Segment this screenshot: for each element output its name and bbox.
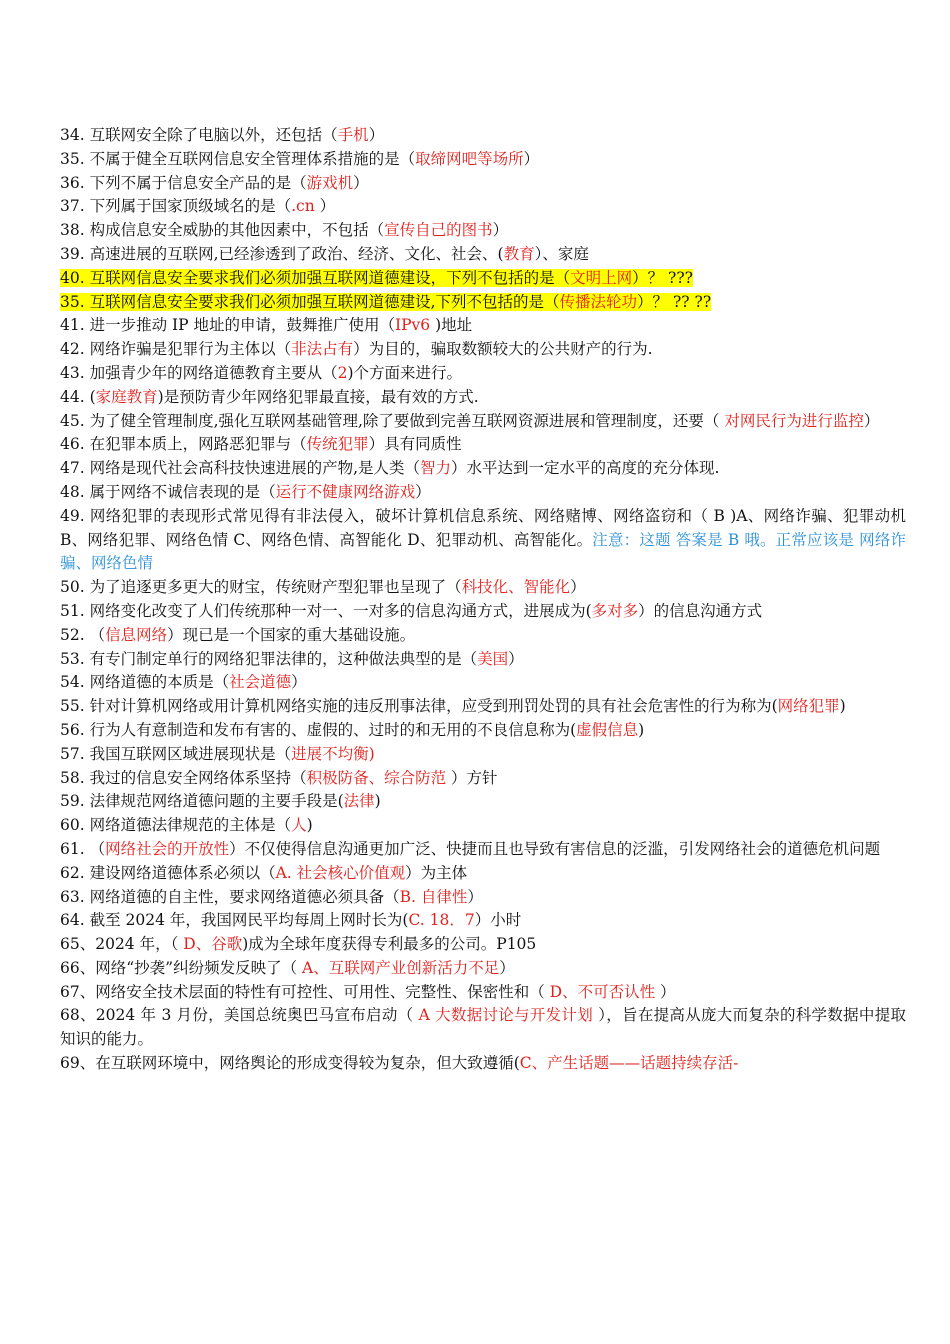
question-line (60, 505, 906, 576)
highlighted-text (60, 269, 693, 287)
answer-text: 宣传自己的图书 (384, 221, 493, 240)
question-text: ） (523, 149, 540, 168)
line-text (60, 1006, 906, 1048)
question-text: ） (291, 673, 307, 692)
question-text: ） (508, 649, 524, 668)
question-list (60, 124, 906, 1076)
answer-text: 虚假信息 (576, 720, 639, 739)
answer-text: A 大数据讨论与开发计划 (418, 1006, 593, 1025)
line-text (60, 174, 369, 192)
question-line (60, 338, 906, 362)
question-text: )个方面来进行。 (347, 363, 463, 382)
line-text (60, 911, 521, 929)
question-line (60, 243, 906, 267)
question-line (60, 433, 906, 457)
question-text: ）小时 (474, 911, 522, 930)
line-text (60, 721, 644, 739)
question-line (60, 124, 906, 148)
question-text: ） (863, 411, 880, 430)
line-text (60, 745, 375, 763)
question-text: ）具有同质性 (368, 435, 462, 454)
question-text: ）现已是一个国家的重大基础设施。 (167, 625, 416, 644)
question-text: 55. 针对计算机网络或用计算机网络实施的违反刑事法律，应受到刑罚处罚的具有社会危害性的行为称为( (60, 697, 778, 716)
question-line (60, 219, 906, 243)
question-text: 39. 高速进展的互联网,已经渗透到了政治、经济、文化、社会、( (60, 244, 504, 263)
answer-text: 积极防备、综合防范 (306, 768, 447, 787)
question-text: 58. 我过的信息安全网络体系坚持（ (60, 768, 307, 787)
line-text (60, 197, 335, 215)
line-text (60, 340, 653, 358)
question-line (60, 624, 906, 648)
question-text: ） (492, 221, 509, 240)
question-text: ）？ ??? (632, 268, 693, 287)
question-line (60, 314, 906, 338)
line-text (60, 983, 676, 1001)
question-line (60, 457, 906, 481)
answer-text: D、不可否认性 (549, 982, 656, 1001)
answer-text: C、产生话题——话题持续存活- (519, 1054, 739, 1073)
question-line (60, 386, 906, 410)
answer-text: 传播法轮功 (559, 292, 638, 311)
answer-text: IPv6 (395, 316, 431, 335)
question-line (60, 862, 906, 886)
question-text: ）、家庭 (534, 244, 589, 263)
question-text: 62. 建设网络道德体系必须以（ (60, 863, 276, 882)
question-text: 36. 下列不属于信息安全产品的是（ (60, 173, 307, 192)
answer-text: 网络社会的开放性 (105, 839, 230, 858)
line-text (60, 602, 762, 620)
question-text: ）为主体 (405, 863, 468, 882)
question-text: 63. 网络道德的自主性，要求网络道德必须具备（ (60, 887, 400, 906)
question-text: ） (499, 958, 515, 977)
question-text: ） (368, 126, 385, 144)
answer-text: 家庭教育 (95, 387, 158, 406)
question-line (60, 410, 906, 434)
question-line (60, 743, 906, 767)
question-text: 53. 有专门制定单行的网络犯罪法律的，这种做法典型的是（ (60, 649, 478, 668)
answer-text: C. 18．7 (408, 911, 475, 930)
answer-text: 2 (337, 363, 348, 382)
question-text: 35. 不属于健全互联网信息安全管理体系措施的是（ (60, 149, 416, 168)
question-text: ） (415, 482, 431, 501)
question-text: )是预防青少年网络犯罪最直接，最有效的方式. (157, 387, 479, 406)
question-text: 56. 行为人有意制造和发布有害的、虚假的、过时的和无用的不良信息称为( (60, 720, 577, 739)
line-text (60, 626, 415, 644)
answer-text: 对网民行为进行监控 (724, 411, 864, 430)
question-text: 64. 截至 2024 年，我国网民平均每周上网时长为( (60, 911, 409, 930)
answer-text: 游戏机 (306, 173, 354, 192)
answer-text: 法律 (343, 792, 375, 811)
line-text (60, 221, 508, 239)
question-line (60, 933, 906, 957)
question-line (60, 648, 906, 672)
question-text: ）方针 (446, 768, 498, 787)
line-text (60, 792, 381, 810)
line-text (60, 150, 539, 168)
question-text: ） (314, 197, 336, 216)
question-line (60, 671, 906, 695)
answer-text: 教育 (503, 244, 535, 263)
question-text: 50. 为了追逐更多更大的财宝，传统财产型犯罪也呈现了（ (60, 578, 462, 597)
line-text (60, 959, 515, 977)
question-text: 61. （ (60, 839, 106, 858)
question-text: ) (306, 816, 313, 835)
question-line (60, 838, 906, 862)
question-text: ） (570, 578, 586, 597)
question-text: 51. 网络变化改变了人们传统那种一对一、一对多的信息沟通方式，进展成为( (60, 601, 592, 620)
question-text: 59. 法律规范网络道德问题的主要手段是( (60, 792, 344, 811)
question-text: 69、在互联网环境中，网络舆论的形成变得较为复杂，但大致遵循( (60, 1054, 520, 1073)
question-line (60, 172, 906, 196)
question-text: 54. 网络道德的本质是（ (60, 673, 230, 692)
answer-text: 智力 (420, 459, 452, 478)
question-text: ) (638, 720, 645, 739)
line-text (60, 673, 307, 691)
question-line (60, 981, 906, 1005)
question-text: ） (353, 173, 369, 192)
question-line (60, 195, 906, 219)
question-text: ) (839, 697, 846, 716)
question-text: 40. 互联网信息安全要求我们必须加强互联网道德建设，下列不包括的是（ (60, 268, 571, 287)
question-text: 45. 为了健全管理制度,强化互联网基础管理,除了要做到完善互联网资源进展和管理制度，还要（ (60, 411, 725, 430)
question-text: 66、网络“抄袭”纠纷频发反映了（ (60, 958, 302, 977)
question-line (60, 576, 906, 600)
highlighted-text (60, 293, 711, 311)
question-text: 44. ( (60, 387, 96, 406)
question-text: ) (374, 792, 381, 811)
answer-text: 非法占有 (291, 340, 354, 359)
line-text (60, 435, 462, 453)
question-text: 65、2024 年，（ (60, 935, 184, 954)
question-line (60, 695, 906, 719)
question-text: 43. 加强青少年的网络道德教育主要从（ (60, 363, 338, 382)
line-text (60, 697, 846, 715)
answer-text: 科技化、智能化 (461, 578, 571, 597)
question-line (60, 600, 906, 624)
question-text: 46. 在犯罪本质上，网路恶犯罪与（ (60, 435, 307, 454)
answer-text: 进展不均衡) (291, 744, 375, 763)
question-text: 67、网络安全技术层面的特性有可控性、可用性、完整性、保密性和（ (60, 982, 550, 1001)
question-text: 48. 属于网络不诚信表现的是（ (60, 482, 276, 501)
question-text: 35. 互联网信息安全要求我们必须加强互联网道德建设,下列不包括的是（ (60, 292, 560, 311)
question-text: ），旨在提高从庞大而复杂的科学数据中提取知识的能力。 (60, 1006, 906, 1049)
answer-text: A. 社会核心价值观 (275, 863, 406, 882)
question-line (60, 909, 906, 933)
answer-text: 人 (291, 816, 307, 835)
line-text (60, 864, 467, 882)
line-text (60, 126, 384, 144)
line-text (60, 388, 479, 406)
question-line (60, 886, 906, 910)
question-line (60, 814, 906, 838)
line-text (60, 483, 431, 501)
line-text (60, 1054, 738, 1072)
question-text: 57. 我国互联网区域进展现状是（ (60, 744, 292, 763)
question-text: 42. 网络诈骗是犯罪行为主体以（ (60, 340, 292, 359)
line-text (60, 840, 880, 858)
answer-text: .cn (291, 197, 315, 216)
answer-text: 手机 (337, 126, 369, 144)
answer-text: 网络犯罪 (777, 697, 840, 716)
question-text: 34. 互联网安全除了电脑以外，还包括（ (60, 126, 338, 144)
note-text: 注意：这题 答案是 B 哦。正常应该是 网络诈骗、网络色情 (60, 530, 906, 573)
answer-text: 多对多 (591, 601, 639, 620)
question-text: )成为全球年度获得专利最多的公司。P105 (242, 935, 537, 954)
question-text: ）？ ?? ?? (637, 292, 712, 311)
question-text: 68、2024 年 3 月份，美国总统奥巴马宣布启动（ (60, 1006, 419, 1025)
question-text: 60. 网络道德法律规范的主体是（ (60, 816, 292, 835)
question-line (60, 957, 906, 981)
question-line (60, 267, 906, 291)
question-line (60, 291, 906, 315)
line-text (60, 412, 879, 430)
answer-text: D、谷歌 (183, 935, 243, 954)
answer-text: A、互联网产业创新活力不足 (302, 958, 500, 977)
line-text (60, 935, 536, 953)
line-text (60, 364, 462, 382)
question-line (60, 148, 906, 172)
answer-text: B. 自律性 (399, 887, 468, 906)
line-text (60, 650, 524, 668)
answer-text: 运行不健康网络游戏 (275, 482, 416, 501)
line-text (60, 769, 498, 787)
line-text (60, 245, 589, 263)
line-text (60, 459, 719, 477)
question-line (60, 1004, 906, 1052)
question-text: ）水平达到一定水平的高度的充分体现. (451, 459, 720, 478)
line-text (60, 578, 586, 596)
question-line (60, 481, 906, 505)
line-text (60, 816, 313, 834)
question-line (60, 767, 906, 791)
line-text (60, 507, 906, 573)
question-text: ）不仅使得信息沟通更加广泛、快捷而且也导致有害信息的泛滥，引发网络社会的道德危机问题 (229, 839, 881, 858)
question-text: 52. （ (60, 625, 106, 644)
question-text: 41. 进一步推动 IP 地址的申请，鼓舞推广使用（ (60, 316, 395, 335)
question-text: 49. 网络犯罪的表现形式常见得有非法侵入，破坏计算机信息系统、网络赌博、网络盗窃和（ B )A、网络诈骗、犯罪动机 B、网络犯罪、网络色情 C、网络色情、高智能化 D、犯罪动机、高智能化。 (60, 506, 906, 549)
question-text: ）的信息沟通方式 (638, 601, 763, 620)
answer-text: 社会道德 (229, 673, 292, 692)
question-text: 47. 网络是现代社会高科技快速进展的产物,是人类（ (60, 459, 421, 478)
answer-text: 取缔网吧等场所 (415, 149, 524, 168)
answer-text: 文明上网 (570, 268, 633, 287)
question-line (60, 790, 906, 814)
question-line (60, 1052, 906, 1076)
question-text: ） (655, 982, 676, 1001)
question-line (60, 362, 906, 386)
question-text: 37. 下列属于国家顶级域名的是（ (60, 197, 292, 216)
question-text: 38. 构成信息安全威胁的其他因素中，不包括（ (60, 221, 385, 240)
question-text: ）为目的，骗取数额较大的公共财产的行为. (353, 340, 653, 359)
question-text: ） (467, 887, 483, 906)
answer-text: 美国 (477, 649, 509, 668)
question-line (60, 719, 906, 743)
answer-text: 传统犯罪 (306, 435, 369, 454)
line-text (60, 888, 483, 906)
line-text (60, 316, 472, 334)
question-text: )地址 (430, 316, 473, 335)
answer-text: 信息网络 (105, 625, 168, 644)
